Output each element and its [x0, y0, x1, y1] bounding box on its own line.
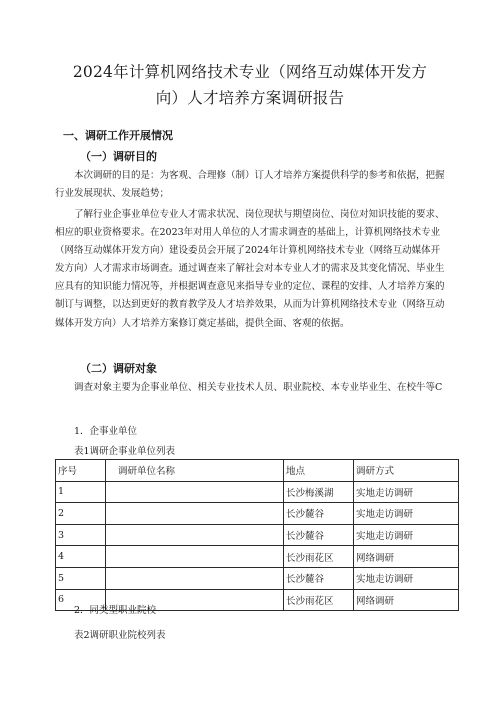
cell-location: 长沙麓谷 [284, 567, 354, 589]
cell-index: 2 [56, 503, 106, 525]
header-cell: 调研方式 [354, 460, 459, 482]
purpose-paragraph-2: 了解行业企事业单位专业人才需求状况、岗位现状与期望岗位、岗位对知识技能的要求、相应的职业资格要求。在2023年对用人单位的人才需求调查的基础上，计算机网络技术专业（网络互动媒体开发方向）建设委员会开展了2024年计算机网络技术专业（网络互动媒体开发方向）人才需求市场调查。通过调查来了解社会对本专业人才的需求及其变化情况、毕业生应具有的知识能力情况等，并根据调查意见来指导专业的定位、课程的安排、人才培养方案的制订与调整，以达到更好的教育教学及人才培养效果，从而为计算机网络技术专业（网络互动媒体开发方向）人才培养方案修订奠定基础，提供全面、客观的依据。 [55, 209, 445, 329]
cell-method: 网络调研 [354, 589, 459, 611]
cell-location: 长沙雨花区 [284, 589, 354, 611]
cell-unit-name [106, 481, 284, 503]
document-title-line-2: 向）人才培养方案调研报告 [155, 89, 345, 107]
table-row [56, 567, 459, 589]
cell-unit-name [106, 503, 284, 525]
item-vocational-schools-label: 2．同类型职业院校 [74, 605, 157, 616]
cell-index: 4 [56, 546, 106, 568]
cell-location: 长沙雨花区 [284, 546, 354, 568]
cell-location: 长沙麓谷 [284, 524, 354, 546]
cell-method: 网络调研 [354, 546, 459, 568]
cell-index: 5 [56, 567, 106, 589]
cell-method: 实地走访调研 [354, 503, 459, 525]
table-row [56, 524, 459, 546]
enterprise-survey-table [55, 459, 459, 611]
purpose-paragraph-1: 本次调研的目的是：为客观、合理修（制）订人才培养方案提供科学的参考和依据，把握行业发展现状、发展趋势； [55, 170, 445, 200]
subheading-survey-purpose: （一）调研目的 [80, 150, 157, 163]
cell-index: 6 [56, 589, 106, 611]
table-header-row [56, 460, 459, 482]
survey-objects-paragraph: 调查对象主要为企事业单位、相关专业技术人员、职业院校、本专业毕业生、在校牛等C [74, 382, 443, 393]
cell-method: 实地走访调研 [354, 567, 459, 589]
cell-method: 实地走访调研 [354, 524, 459, 546]
cell-unit-name [106, 524, 284, 546]
table-row [56, 503, 459, 525]
cell-index: 3 [56, 524, 106, 546]
subheading-survey-objects: （二）调研对象 [80, 362, 157, 375]
item-enterprises-label: 1．企事业单位 [74, 426, 138, 437]
table1-caption: 表1调研企事业单位列表 [74, 446, 176, 457]
header-cell: 调研单位名称 [106, 460, 284, 482]
cell-method: 实地走访调研 [354, 481, 459, 503]
header-cell: 序号 [56, 460, 106, 482]
section-heading-survey-work: 一、调研工作开展情况 [63, 129, 173, 142]
table-row [56, 546, 459, 568]
cell-unit-name [106, 546, 284, 568]
cell-unit-name [106, 567, 284, 589]
table2-caption: 表2调研职业院校列表 [74, 630, 166, 641]
document-title-line-1: 2024年计算机网络技术专业（网络互动媒体开发方 [72, 63, 428, 81]
cell-location: 长沙麓谷 [284, 503, 354, 525]
header-cell: 地点 [284, 460, 354, 482]
cell-location: 长沙梅溪湖 [284, 481, 354, 503]
cell-index: 1 [56, 481, 106, 503]
table-row [56, 481, 459, 503]
